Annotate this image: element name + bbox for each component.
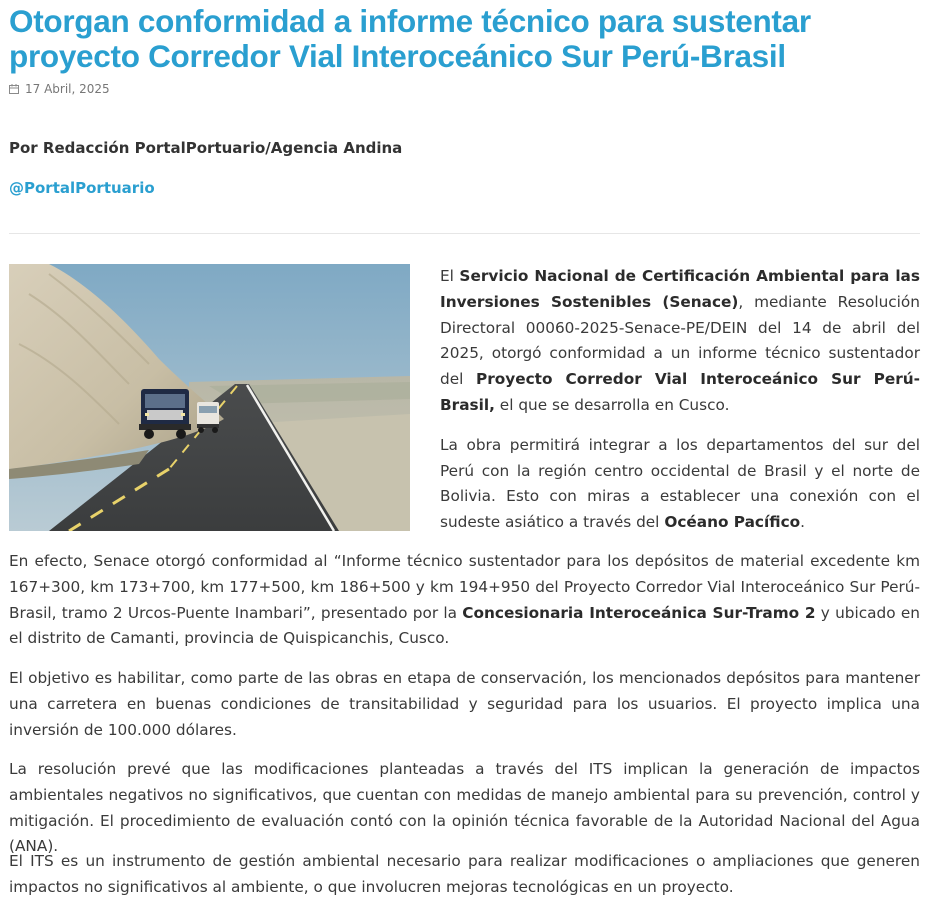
paragraph-1: [440, 264, 920, 419]
paragraph-3-bold-concesionaria: Concesionaria Interoceánica Sur-Tramo 2: [462, 603, 816, 622]
paragraph-1-bold-proyecto: Proyecto Corredor Vial Interoceánico Sur Perú-Brasil,: [440, 370, 921, 414]
paragraph-5: La resolución prevé que las modificaciones planteadas a través del ITS implican la generación de impactos ambientales negativos no significativos, que cuentan con medidas de manejo ambiental para su prevención, control y mitigación. El procedimiento de evaluación contó con la opinión técnica favorable de la Autoridad Nacional del Agua (ANA).: [9, 760, 920, 856]
article-title: Otorgan conformidad a informe técnico para sustentar proyecto Corredor Vial Interoceánico Sur Perú-Brasil: [9, 3, 811, 74]
paragraph-1-text-c: , mediante Resolución Directoral 00060-2025-Senace-PE/DEIN del 14 de abril del 2025, otorgó conformidad a un informe técnico sustentador del: [440, 292, 920, 389]
twitter-handle-link[interactable]: @PortalPortuario: [9, 179, 155, 197]
article-meta: [9, 82, 110, 96]
paragraph-2-text-c: .: [800, 513, 806, 532]
article-date: 17 Abril, 2025: [25, 82, 110, 96]
paragraph-2-text-a: La obra permitirá integrar a los departamentos del sur del Perú con la región centro occidental de Brasil y el norte de Bolivia. Esto con miras a establecer una conexión con el sudeste asiático a través del: [440, 435, 920, 532]
paragraph-3-text-c: y ubicado en el distrito de Camanti, provincia de Quispicanchis, Cusco.: [9, 603, 920, 648]
paragraph-3: [9, 549, 920, 652]
paragraph-1-text-a: El: [440, 267, 460, 285]
paragraph-1-text-d: el que se desarrolla en Cusco.: [494, 395, 730, 414]
byline: Por Redacción PortalPortuario/Agencia Andina: [9, 139, 403, 157]
paragraph-6: El ITS es un instrumento de gestión ambiental necesario para realizar modificaciones o ampliaciones que generen impactos no significativos al ambiente, o que involucren mejoras tecnológicas en un proyecto.: [9, 852, 920, 896]
paragraph-4: El objetivo es habilitar, como parte de las obras en etapa de conservación, los mencionados depósitos para mantener una carretera en buenas condiciones de transitabilidad y seguridad para los usuarios. El proyecto implica una inversión de 100.000 dólares.: [9, 669, 920, 739]
paragraph-2: [440, 433, 920, 536]
paragraph-1-bold-senace: Servicio Nacional de Certificación Ambiental para las Inversiones Sostenibles (Senace): [440, 267, 920, 311]
paragraph-3-text-a: En efecto, Senace otorgó conformidad al “Informe técnico sustentador para los depósitos de material excedente km 167+300, km 173+700, km 177+500, km 186+500 y km 194+950 del Proyecto Corredor Vial Interoceánico Sur Perú-Brasil, tramo 2 Urcos-Puente Inambari”, presentado por la: [9, 552, 920, 622]
paragraph-2-bold-oceano: Océano Pacífico: [664, 513, 801, 532]
calendar-icon: [9, 84, 19, 94]
article-photo: [9, 264, 410, 531]
divider: [9, 233, 920, 234]
intro-column: [440, 264, 920, 536]
